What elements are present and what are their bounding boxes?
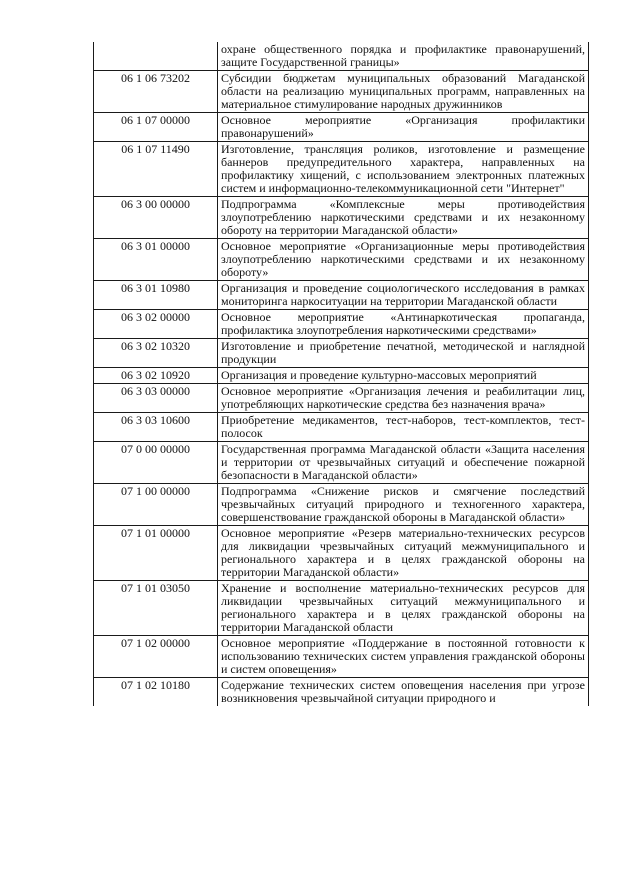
table-row [94, 636, 589, 678]
table-row [94, 310, 589, 339]
code-cell: 06 3 02 10920 [94, 368, 218, 384]
table-row [94, 113, 589, 142]
code-cell: 06 3 01 10980 [94, 281, 218, 310]
code-cell: 06 3 03 10600 [94, 413, 218, 442]
description-cell: Изготовление, трансляция роликов, изготовление и размещение баннеров предупредительного характера, направленных на профилактику хищений, с использованием электронных платежных систем и информационно-телекоммуникационной сети "Интернет" [218, 142, 589, 197]
table-row [94, 71, 589, 113]
description-cell: Основное мероприятие «Резерв материально-технических ресурсов для ликвидации чрезвычайных ситуаций межмуниципального и регионального характера и в целях гражданской обороны на территории Магаданской области» [218, 526, 589, 581]
description-cell: Основное мероприятие «Антинаркотическая пропаганда, профилактика злоупотребления наркотическими средствами» [218, 310, 589, 339]
code-cell: 07 0 00 00000 [94, 442, 218, 484]
code-cell: 06 3 01 00000 [94, 239, 218, 281]
description-cell: Основное мероприятие «Организация профилактики правонарушений» [218, 113, 589, 142]
table-row [94, 197, 589, 239]
description-cell: Изготовление и приобретение печатной, методической и наглядной продукции [218, 339, 589, 368]
code-cell: 06 1 07 11490 [94, 142, 218, 197]
description-cell: Хранение и восполнение материально-технических ресурсов для ликвидации чрезвычайных ситуаций межмуниципального и регионального характера и в целях гражданской обороны на территории Магаданской области [218, 581, 589, 636]
description-cell: Содержание технических систем оповещения населения при угрозе возникновения чрезвычайной ситуации природного и [218, 678, 589, 707]
table-body [94, 42, 589, 706]
code-cell: 07 1 00 00000 [94, 484, 218, 526]
table-row [94, 413, 589, 442]
description-cell: Основное мероприятие «Организационные меры противодействия злоупотреблению наркотическими средствами и их незаконному обороту» [218, 239, 589, 281]
table-row [94, 368, 589, 384]
table-row [94, 678, 589, 707]
table-row [94, 42, 589, 71]
code-cell: 06 3 02 00000 [94, 310, 218, 339]
code-cell: 07 1 02 00000 [94, 636, 218, 678]
code-cell: 06 1 07 00000 [94, 113, 218, 142]
table-row [94, 281, 589, 310]
code-cell: 06 3 02 10320 [94, 339, 218, 368]
code-cell: 07 1 02 10180 [94, 678, 218, 707]
description-cell: Субсидии бюджетам муниципальных образований Магаданской области на реализацию муниципальных программ, направленных на материальное стимулирование народных дружинников [218, 71, 589, 113]
description-cell: Организация и проведение социологического исследования в рамках мониторинга наркоситуации на территории Магаданской области [218, 281, 589, 310]
budget-classification-table [93, 42, 589, 706]
table-row [94, 581, 589, 636]
description-cell: Основное мероприятие «Поддержание в постоянной готовности к использованию технических систем управления гражданской обороны и систем оповещения» [218, 636, 589, 678]
table-row [94, 442, 589, 484]
table-row [94, 142, 589, 197]
table-row [94, 384, 589, 413]
description-cell: Приобретение медикаментов, тест-наборов, тест-комплектов, тест-полосок [218, 413, 589, 442]
code-cell: 06 3 00 00000 [94, 197, 218, 239]
table-row [94, 484, 589, 526]
code-cell: 07 1 01 00000 [94, 526, 218, 581]
code-cell: 07 1 01 03050 [94, 581, 218, 636]
description-cell: охране общественного порядка и профилактике правонарушений, защите Государственной границы» [218, 42, 589, 71]
description-cell: Государственная программа Магаданской области «Защита населения и территории от чрезвычайных ситуаций и обеспечение пожарной безопасности в Магаданской области» [218, 442, 589, 484]
table-row [94, 526, 589, 581]
table-row [94, 239, 589, 281]
description-cell: Основное мероприятие «Организация лечения и реабилитации лиц, употребляющих наркотические средства без назначения врача» [218, 384, 589, 413]
code-cell: 06 3 03 00000 [94, 384, 218, 413]
code-cell [94, 42, 218, 71]
description-cell: Организация и проведение культурно-массовых мероприятий [218, 368, 589, 384]
description-cell: Подпрограмма «Снижение рисков и смягчение последствий чрезвычайных ситуаций природного и техногенного характера, совершенствование гражданской обороны в Магаданской области» [218, 484, 589, 526]
code-cell: 06 1 06 73202 [94, 71, 218, 113]
description-cell: Подпрограмма «Комплексные меры противодействия злоупотреблению наркотическими средствами и их незаконному обороту на территории Магаданской области» [218, 197, 589, 239]
table-row [94, 339, 589, 368]
